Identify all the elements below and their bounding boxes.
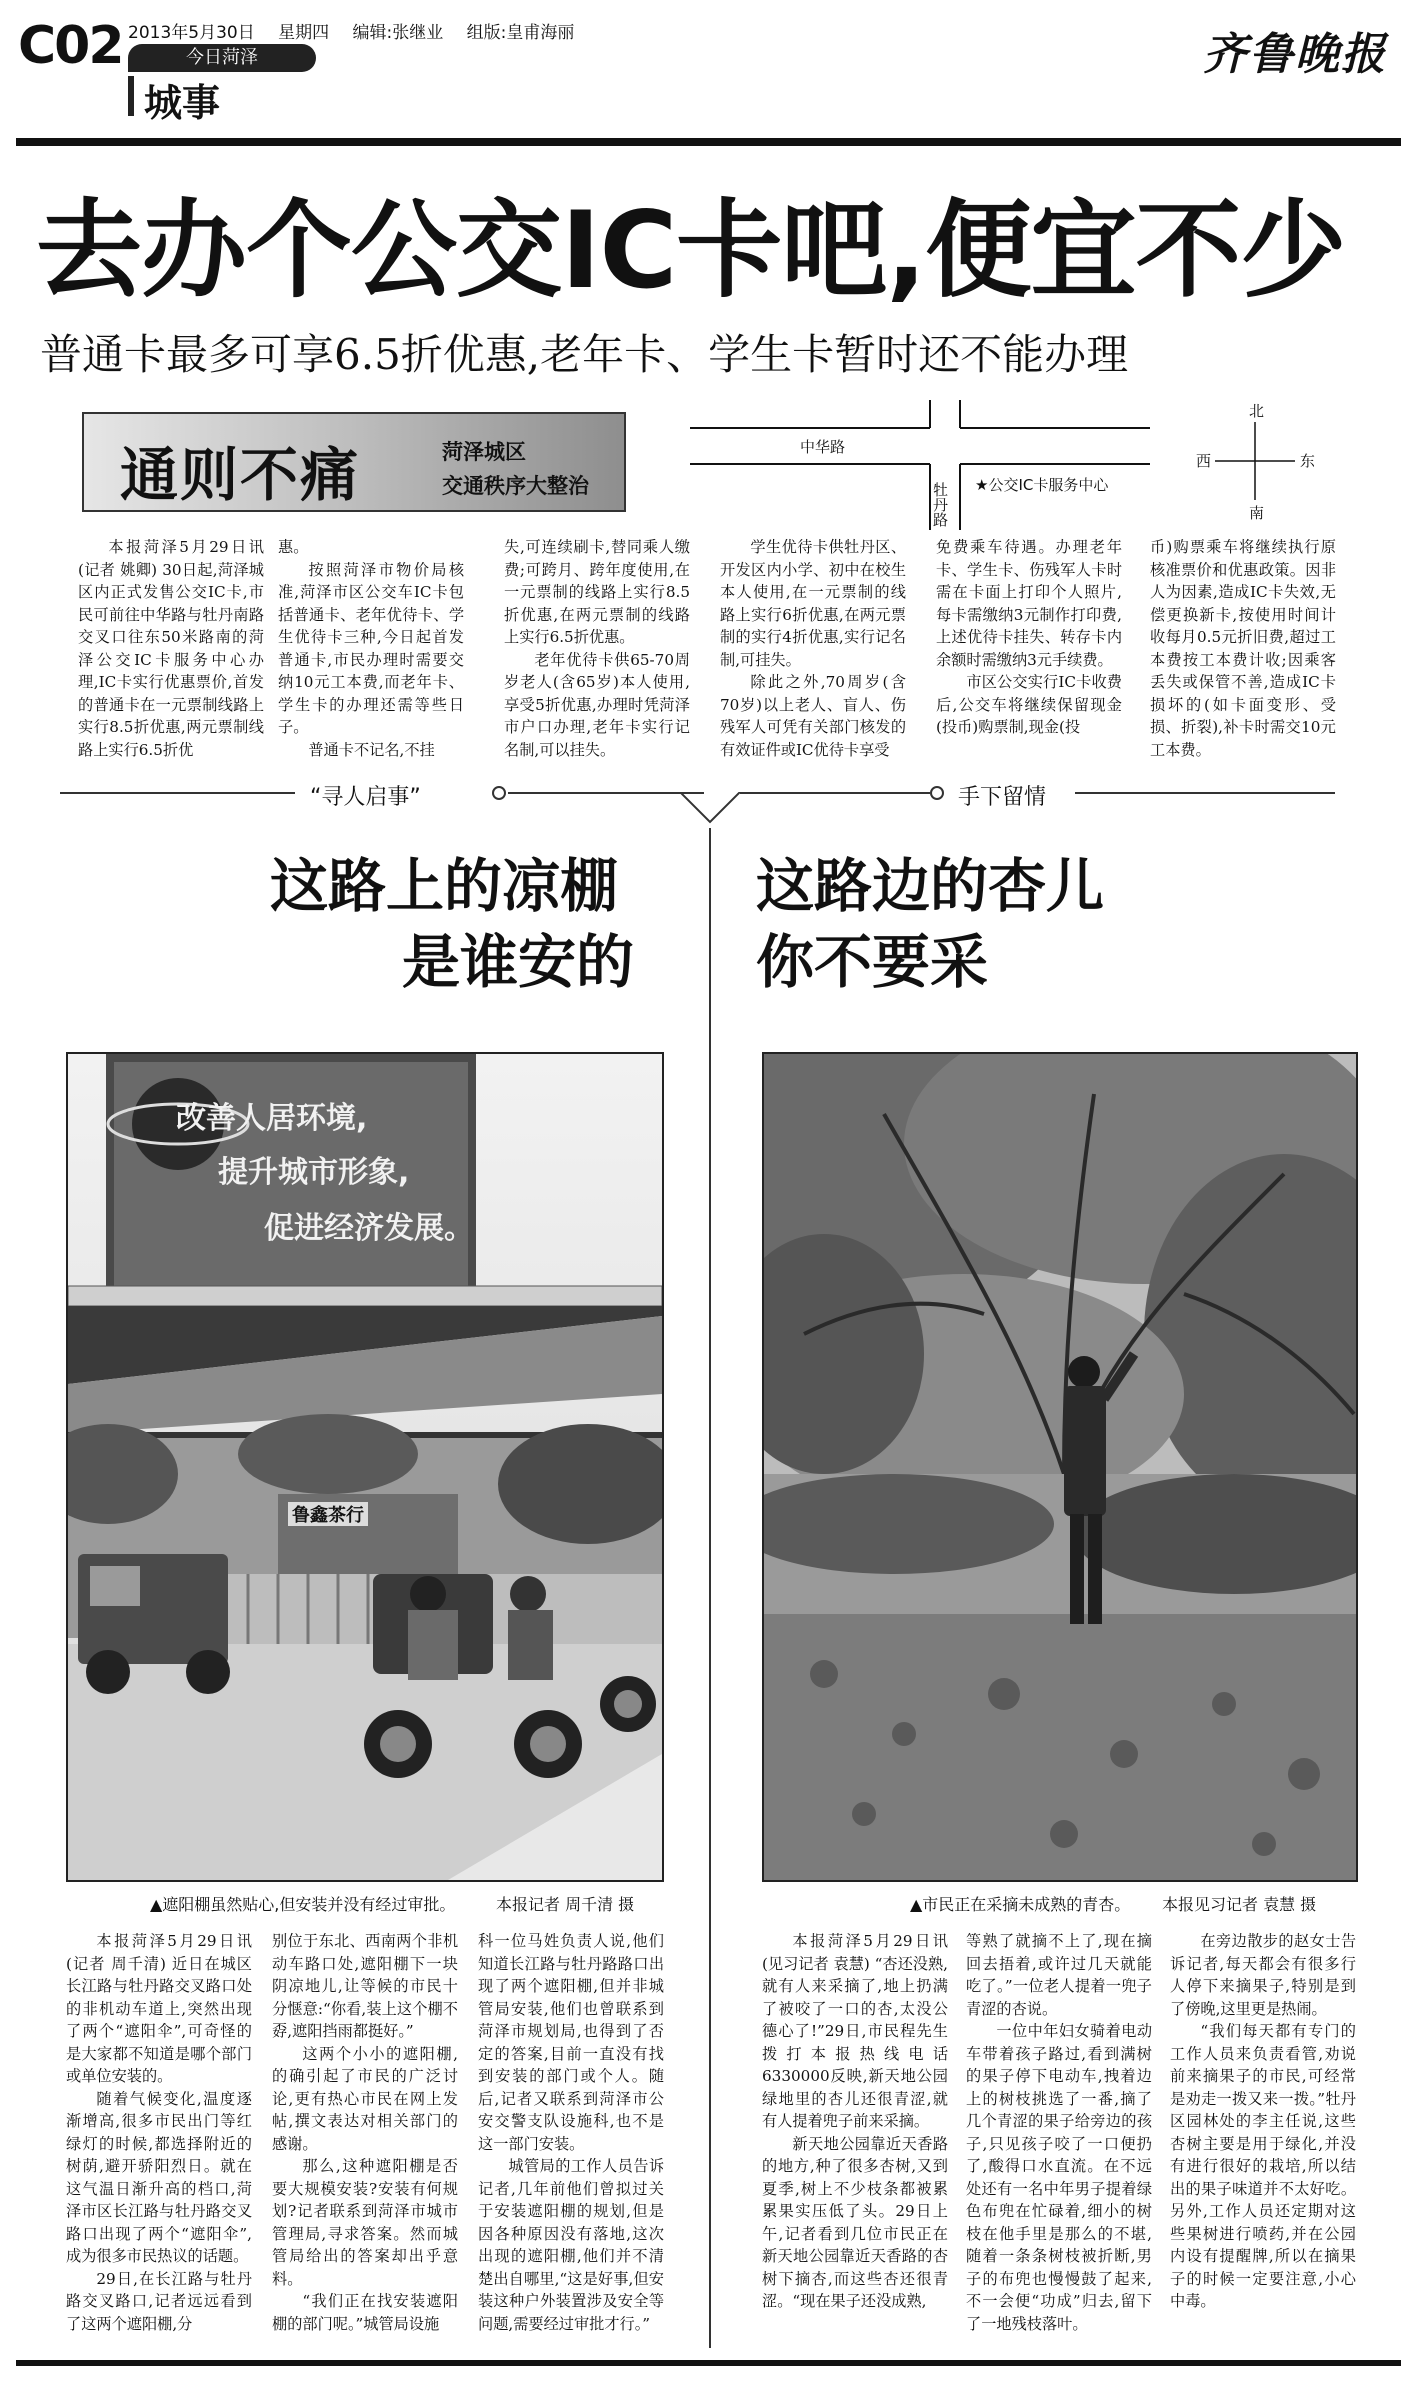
series-banner (82, 412, 626, 512)
vertical-divider (709, 828, 711, 2348)
bottom-rule (16, 2360, 1401, 2366)
paragraph: “我们正在找安装遮阳棚的部门呢。”城管局设施 (272, 2292, 458, 2333)
section-tag: 今日菏泽 (128, 44, 316, 72)
issue-date: 2013年5月30日 (128, 23, 255, 43)
right-photo-caption: ▲市民正在采摘未成熟的青杏。 (910, 1895, 1131, 1914)
billboard-text-2: 提升城市形象, (218, 1155, 410, 1190)
paragraph: 学生优待卡供牡丹区、开发区内小学、初中在校生本人使用,在一元票制的线路上实行6折优惠,在两元票制的实行4折优惠,实行记名制,可挂失。 (720, 538, 906, 669)
left-headline-line2: 是谁安的 (402, 928, 635, 996)
location-map (690, 400, 1330, 530)
paragraph: 一位中年妇女骑着电动车带着孩子路过,看到满树的果子停下电动车,拽着边上的树枝挑选了一番,摘了几个青涩的果子给旁边的孩子,只见孩子咬了一口便扔了,酸得口水直流。在不远处还有一名中年男子提着绿色布兜在忙碌着,细小的树枝在他手里是那么的不堪,随着一条条树枝被折断,男子的布兜也慢慢鼓了起来,不一会便“功成”归去,留下了一地残枝落叶。 (966, 2022, 1152, 2333)
section-divider-right (740, 792, 930, 794)
paragraph: 本报菏泽5月29日讯(见习记者 袁慧) “杏还没熟,就有人来采摘了,地上扔满了被咬了一口的杏,太没公德心了!”29日,市民程先生拨打本报热线电话6330000反映,新天地公园绿地里的杏儿还很青涩,就有人提着兜子前来采摘。 (762, 1932, 948, 2130)
main-col-1 (78, 536, 264, 761)
map-label-service-center: ★公交IC卡服务中心 (975, 476, 1109, 494)
divider-chevron (680, 792, 740, 832)
page-number: C02 (18, 16, 123, 76)
paragraph: 在旁边散步的赵女士告诉记者,每天都会有很多行人停下来摘果子,特别是到了傍晚,这里更是热闹。 (1170, 1932, 1356, 2018)
main-col-3 (504, 536, 690, 761)
paragraph: 科一位马姓负责人说,他们知道长江路与牡丹路路口出现了两个遮阳棚,但并非城管局安装,他们也曾联系到菏泽市规划局,也得到了否定的答案,目前一直没有找到安装的部门或个人。随后,记者又联系到菏泽市公安交警支队设施科,也不是这一部门安装。 (478, 1932, 664, 2153)
paragraph: “我们每天都有专门的工作人员来负责看管,劝说前来摘果子的市民,可经常是劝走一拨又来一拨。”牡丹区园林处的李主任说,这些杏树主要是用于绿化,并没有进行很好的栽培,所以结出的果子味道并不太好吃。另外,工作人员还定期对这些果树进行喷药,并在公园内设有提醒牌,所以在摘果子的时候一定要注意,小心中毒。 (1170, 2022, 1356, 2310)
map-label-mudan: 牡丹路 (931, 482, 949, 527)
paragraph: 新天地公园靠近天香路的地方,种了很多杏树,又到夏季,树上不少枝条都被累累果实压低了头。29日上午,记者看到几位市民正在新天地公园靠近天香路的杏树下摘杏,而这些杏还很青涩。“现在果子还没成熟, (762, 2134, 948, 2310)
right-kicker: 手下留情 (958, 785, 1047, 810)
compass-west: 西 (1196, 452, 1212, 470)
paragraph: 失,可连续刷卡,替同乘人缴费;可跨月、跨年度使用,在一元票制的线路上实行8.5折优惠,在两元票制的线路上实行6.5折优惠。 (504, 538, 690, 646)
compass-south: 南 (1249, 504, 1265, 522)
paragraph: 本报菏泽5月29日讯(记者 周千清) 近日在城区长江路与牡丹路交叉路口处的非机动车道上,突然出现了两个“遮阳伞”,可奇怪的是大家都不知道是哪个部门或单位安装的。 (66, 1932, 252, 2085)
divider-dot (492, 786, 506, 800)
section-name: 城事 (144, 81, 221, 125)
left-col-3 (478, 1930, 664, 2335)
left-photo (66, 1052, 664, 1882)
paragraph: 按照菏泽市物价局核准,菏泽市区公交车IC卡包括普通卡、老年优待卡、学生优待卡三种,今日起首发普通卡,市民办理时需要交纳10元工本费,而老年卡、学生卡的办理还需等些日子。 (278, 560, 464, 736)
series-subtitle-line2: 交通秩序大整治 (442, 474, 589, 498)
paragraph: 币)购票乘车将继续执行原核准票价和优惠政策。因非人为因素,造成IC卡失效,无偿更换新卡,按使用时间计收每月0.5元折旧费,超过工本费按工本费计收;因乘客丢失或保管不善,造成IC卡损坏的(如卡面变形、受损、折裂),补卡时需交10元工本费。 (1150, 538, 1336, 759)
paragraph: 这两个小小的遮阳棚,的确引起了市民的广泛讨论,更有热心市民在网上发帖,撰文表达对相关部门的感谢。 (272, 2044, 458, 2153)
left-photo-credit: 本报记者 周千清 摄 (496, 1895, 635, 1914)
paragraph: 等熟了就摘不上了,现在摘回去捂着,或许过几天就能吃了。”一位老人提着一兜子青涩的杏说。 (966, 1932, 1152, 2018)
paragraph: 普通卡不记名,不挂 (308, 740, 435, 759)
billboard-text-3: 促进经济发展。 (264, 1211, 474, 1246)
paragraph: 免费乘车待遇。办理老年卡、学生卡、伤残军人卡时需在卡面上打印个人照片,每卡需缴纳3元制作打印费,上述优待卡挂失、转存卡内余额时需缴纳3元手续费。 (936, 538, 1122, 669)
paragraph: 别位于东北、西南两个非机动车路口处,遮阳棚下一块阴凉地儿,让等候的市民十分惬意:“你看,装上这个棚不孬,遮阳挡雨都挺好。” (272, 1932, 458, 2040)
main-col-6 (1150, 536, 1336, 761)
section-divider-left (60, 792, 295, 794)
right-headline-line1: 这路边的杏儿 (756, 852, 1105, 920)
map-label-zhonghua: 中华路 (800, 438, 846, 456)
left-headline-line1: 这路上的凉棚 (270, 852, 619, 920)
paragraph: 随着气候变化,温度逐渐增高,很多市民出门等红绿灯的时候,都选择附近的树荫,避开骄阳烈日。就在这气温日渐升高的档口,菏泽市区长江路与牡丹路交叉路口出现了两个“遮阳伞”,成为很多市民热议的话题。 (66, 2089, 252, 2265)
issue-weekday: 星期四 (278, 23, 330, 43)
section-bar (128, 76, 134, 116)
paragraph: 除此之外,70周岁(含70岁)以上老人、盲人、伤残军人可凭有关部门核发的有效证件或IC优待卡享受 (720, 673, 906, 759)
main-subheadline: 普通卡最多可享6.5折优惠,老年卡、学生卡暂时还不能办理 (40, 330, 1129, 379)
left-kicker: “寻人启事” (310, 785, 421, 810)
paragraph: 29日,在长江路与牡丹路交叉路口,记者远远看到了这两个遮阳棚,分 (66, 2269, 252, 2333)
paragraph: 那么,这种遮阳棚是否要大规模安装?安装有何规划?记者联系到菏泽市城市管理局,寻求答案。然而城管局给出的答案却出乎意料。 (272, 2157, 458, 2288)
divider-dot (930, 786, 944, 800)
left-col-1 (66, 1930, 252, 2335)
left-photo-caption: ▲遮阳棚虽然贴心,但安装并没有经过审批。 (150, 1895, 456, 1914)
main-headline: 去办个公交IC卡吧,便宜不少 (36, 189, 1346, 312)
right-photo-credit: 本报见习记者 袁慧 摄 (1162, 1895, 1317, 1914)
left-photo-illustration (68, 1054, 662, 1880)
paragraph: 本报菏泽5月29日讯(记者 姚卿) 30日起,菏泽城区内正式发售公交IC卡,市民可前往中华路与牡丹南路交叉口往东50米路南的菏泽公交IC卡服务中心办理,IC卡实行优惠票价,首发的普通卡在一元票制线路上实行8.5折优惠,两元票制线路上实行6.5折优 (78, 538, 264, 759)
shop-sign: 鲁鑫茶行 (292, 1505, 364, 1526)
compass-east: 东 (1300, 452, 1316, 470)
paragraph: 城管局的工作人员告诉记者,几年前他们曾拟过关于安装遮阳棚的规划,但是因各种原因没有落地,这次出现的遮阳棚,他们并不清楚出自哪里,“这是好事,但安装这种户外装置涉及安全等问题,需要经过审批才行。” (478, 2157, 664, 2333)
editor-credit: 编辑:张继业 (352, 23, 444, 43)
left-col-2 (272, 1930, 458, 2335)
paragraph: 惠。 (278, 538, 309, 556)
main-col-5 (936, 536, 1122, 739)
main-col-4 (720, 536, 906, 761)
right-photo (762, 1052, 1358, 1882)
right-photo-illustration (764, 1054, 1356, 1880)
series-title: 通则不痛 (120, 441, 361, 509)
right-col-3 (1170, 1930, 1356, 2313)
paragraph: 老年优待卡供65-70周岁老人(含65岁)本人使用,享受5折优惠,办理时凭菏泽市户口办理,老年卡实行记名制,可以挂失。 (504, 650, 690, 759)
compass-north: 北 (1249, 402, 1265, 420)
layout-credit: 组版:皇甫海丽 (466, 23, 575, 43)
section-divider-right2 (1075, 792, 1335, 794)
header-meta (128, 18, 592, 43)
main-col-2 (278, 536, 464, 761)
right-col-1 (762, 1930, 948, 2313)
top-rule (16, 138, 1401, 146)
billboard-text-1: 改善人居环境, (176, 1101, 368, 1136)
newspaper-masthead: 齐鲁晚报 (1203, 29, 1387, 80)
series-subtitle-line1: 菏泽城区 (442, 440, 526, 464)
paragraph: 市区公交实行IC卡收费后,公交车将继续保留现金(投币)购票制,现金(投 (936, 673, 1122, 736)
right-headline-line2: 你不要采 (756, 928, 989, 996)
right-col-2 (966, 1930, 1152, 2335)
section-divider-left2 (508, 792, 704, 794)
